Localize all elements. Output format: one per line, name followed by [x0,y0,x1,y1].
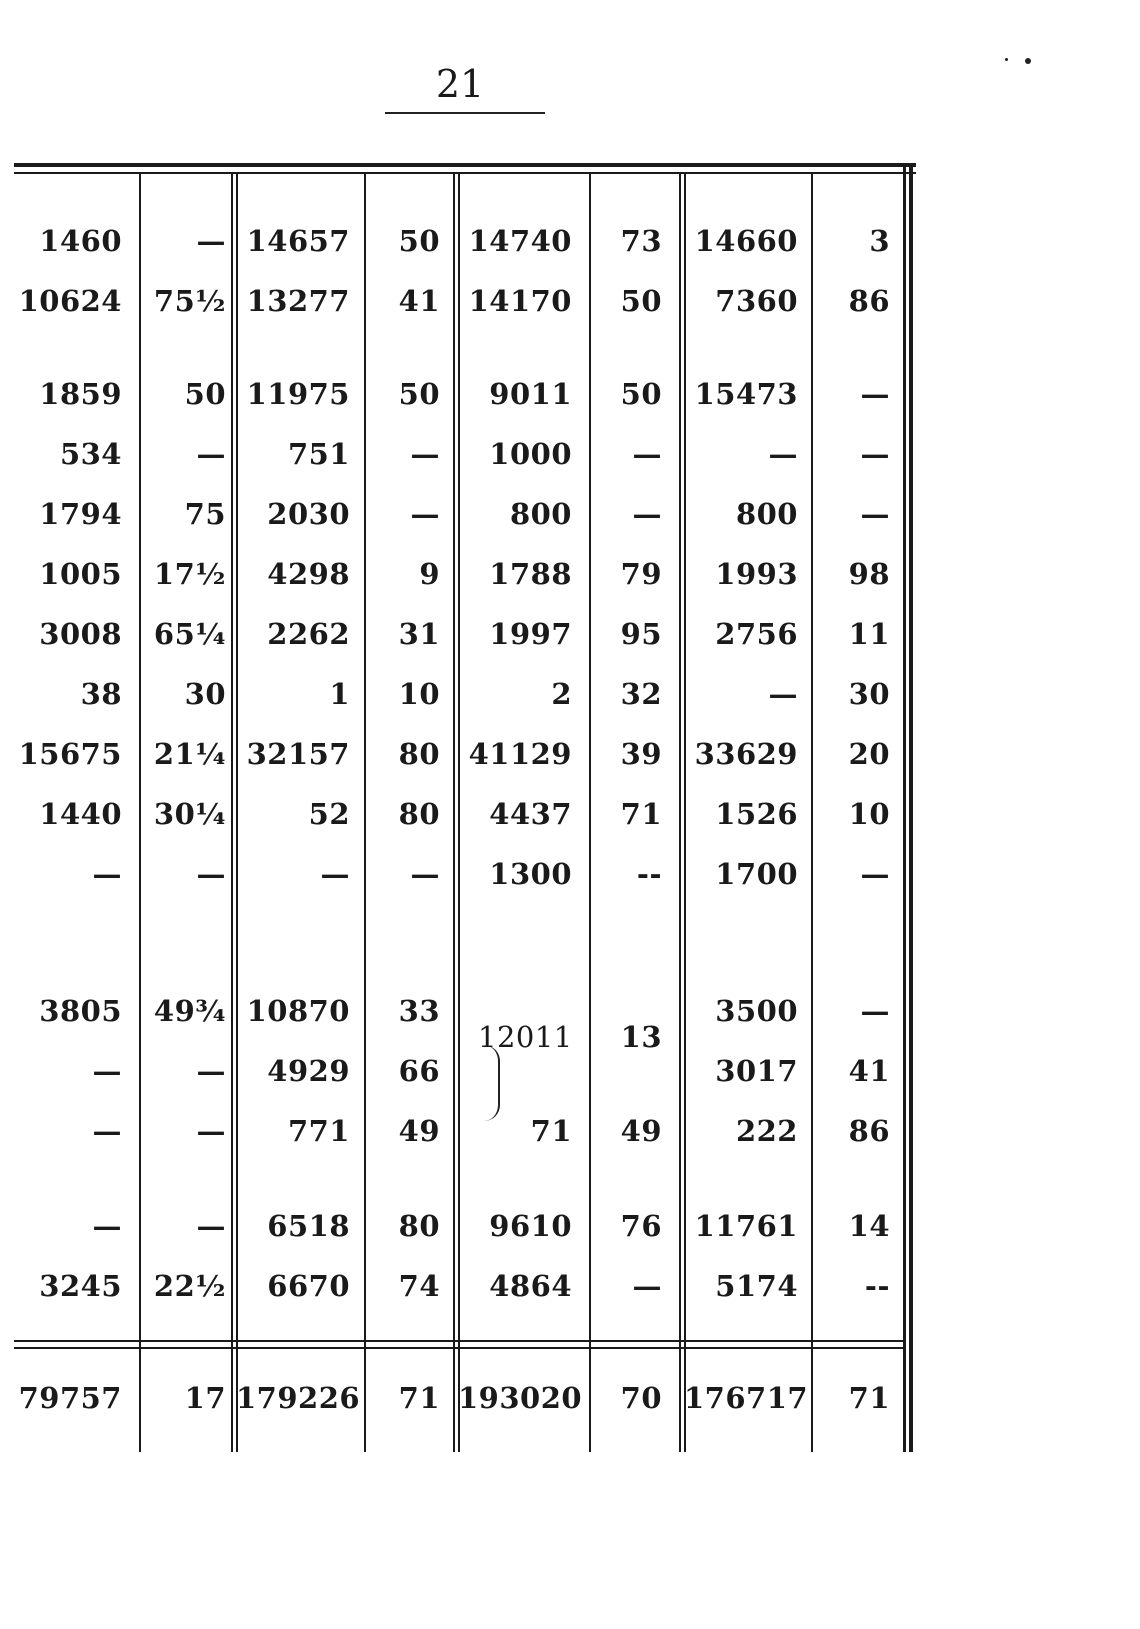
table-cell: 9011 [489,377,572,411]
table-cell: 31 [398,617,440,651]
table-cell: — [196,857,226,891]
table-cell: 11 [848,617,890,651]
table-cell: — [196,1114,226,1148]
table-cell: 71 [848,1381,890,1415]
table-cell: 2030 [267,497,350,531]
merged-fraction: 13 [620,1020,662,1054]
table-cell: 41 [848,1054,890,1088]
table-cell: 1300 [489,857,572,891]
table-cell: 6670 [267,1269,350,1303]
table-cell: 10 [398,677,440,711]
table-cell: 1005 [39,557,122,591]
table-cell: 49¾ [153,994,226,1028]
table-top-rule [14,163,916,167]
table-cell: 222 [735,1114,798,1148]
table-cell: 74 [398,1269,440,1303]
table-cell: 6518 [267,1209,350,1243]
table-cell: 33 [398,994,440,1028]
table-cell: 66 [398,1054,440,1088]
table-cell: 771 [287,1114,350,1148]
table-cell: 10870 [246,994,350,1028]
table-cell: 3805 [39,994,122,1028]
table-cell: 2262 [267,617,350,651]
table-cell: 50 [620,284,662,318]
table-cell: 73 [620,224,662,258]
table-cell: 13277 [246,284,350,318]
table-cell: 4929 [267,1054,350,1088]
table-cell: 95 [620,617,662,651]
table-cell: 751 [287,437,350,471]
table-cell: — [860,497,890,531]
table-cell: 20 [848,737,890,771]
table-cell: 9 [419,557,440,591]
table-cell: 86 [848,1114,890,1148]
table-cell: 11761 [694,1209,798,1243]
table-cell: — [196,224,226,258]
table-cell: — [410,437,440,471]
page-number-rule [385,112,545,114]
table-cell: 75 [184,497,226,531]
table-cell: 1700 [715,857,798,891]
table-cell: 9610 [489,1209,572,1243]
table-cell: 11975 [246,377,350,411]
table-cell: — [768,437,798,471]
table-cell: 800 [735,497,798,531]
table-cell: 179226 [236,1381,361,1415]
table-cell: 4437 [489,797,572,831]
table-cell: 1997 [489,617,572,651]
merge-brace [484,1045,500,1121]
table-cell: 80 [398,797,440,831]
table-cell: — [860,994,890,1028]
table-cell: 17 [184,1381,226,1415]
table-cell: 3008 [39,617,122,651]
right-border [903,165,906,1452]
table-cell: 1440 [39,797,122,831]
table-cell: 534 [59,437,122,471]
table-cell: 3500 [715,994,798,1028]
table-cell: 1 [329,677,350,711]
table-cell: 2756 [715,617,798,651]
table-cell: — [196,437,226,471]
speck [1025,58,1031,64]
table-cell: 30¼ [153,797,226,831]
table-cell: -- [864,1269,890,1303]
table-cell: 14 [848,1209,890,1243]
table-cell: 7360 [715,284,798,318]
table-cell: 86 [848,284,890,318]
table-cell: 2 [551,677,572,711]
table-cell: 15675 [18,737,122,771]
table-cell: -- [636,857,662,891]
table-cell: — [410,497,440,531]
table-cell: 3017 [715,1054,798,1088]
table-cell: 1794 [39,497,122,531]
table-cell: — [196,1054,226,1088]
col-line [453,174,455,1452]
table-cell: 49 [398,1114,440,1148]
table-cell: 22½ [153,1269,226,1303]
table-cell: 30 [848,677,890,711]
table-cell: 41129 [468,737,572,771]
table-cell: — [632,437,662,471]
table-cell: 79757 [18,1381,122,1415]
merged-value: 12011 [478,1020,573,1054]
table-cell: 3245 [39,1269,122,1303]
table-cell: 10 [848,797,890,831]
table-top-rule-thin [14,172,916,174]
table-cell: 14660 [694,224,798,258]
table-cell: 80 [398,1209,440,1243]
table-cell: 10624 [18,284,122,318]
table-cell: 1859 [39,377,122,411]
table-cell: — [92,1114,122,1148]
table-cell: 3 [869,224,890,258]
right-border [909,165,913,1452]
table-cell: 39 [620,737,662,771]
table-cell: — [632,497,662,531]
table-cell: — [92,857,122,891]
table-cell: 1460 [39,224,122,258]
col-line [679,174,681,1452]
table-cell: — [410,857,440,891]
table-cell: 32157 [246,737,350,771]
table-cell: 38 [80,677,122,711]
table-cell: 41 [398,284,440,318]
table-cell: 5174 [715,1269,798,1303]
table-cell: — [632,1269,662,1303]
table-cell: 71 [530,1114,572,1148]
table-cell: 71 [398,1381,440,1415]
table-cell: — [860,377,890,411]
table-cell: 32 [620,677,662,711]
table-cell: — [860,437,890,471]
table-cell: 71 [620,797,662,831]
table-cell: — [320,857,350,891]
table-cell: 176717 [684,1381,809,1415]
table-cell: — [196,1209,226,1243]
table-cell: 17½ [153,557,226,591]
table-cell: 50 [620,377,662,411]
table-cell: 1526 [715,797,798,831]
table-cell: 52 [308,797,350,831]
table-cell: 30 [184,677,226,711]
table-cell: 1993 [715,557,798,591]
table-cell: 4298 [267,557,350,591]
table-cell: 75½ [153,284,226,318]
table-cell: 1788 [489,557,572,591]
table-cell: — [92,1054,122,1088]
table-cell: 1000 [489,437,572,471]
table-cell: 50 [398,377,440,411]
table-cell: 14657 [246,224,350,258]
table-cell: — [768,677,798,711]
table-cell: — [92,1209,122,1243]
col-line [231,174,233,1452]
page-number: 21 [435,62,485,106]
table-cell: 14740 [468,224,572,258]
table-cell: 193020 [458,1381,583,1415]
table-cell: 800 [509,497,572,531]
table-cell: 49 [620,1114,662,1148]
table-cell: 50 [398,224,440,258]
table-cell: 79 [620,557,662,591]
table-cell: 21¼ [153,737,226,771]
table-cell: 80 [398,737,440,771]
table-cell: 14170 [468,284,572,318]
table-cell: 70 [620,1381,662,1415]
table-cell: — [860,857,890,891]
table-cell: 15473 [694,377,798,411]
table-cell: 50 [184,377,226,411]
table-cell: 4864 [489,1269,572,1303]
table-cell: 33629 [694,737,798,771]
table-cell: 76 [620,1209,662,1243]
table-cell: 65¼ [153,617,226,651]
speck [1005,58,1008,61]
table-cell: 98 [848,557,890,591]
